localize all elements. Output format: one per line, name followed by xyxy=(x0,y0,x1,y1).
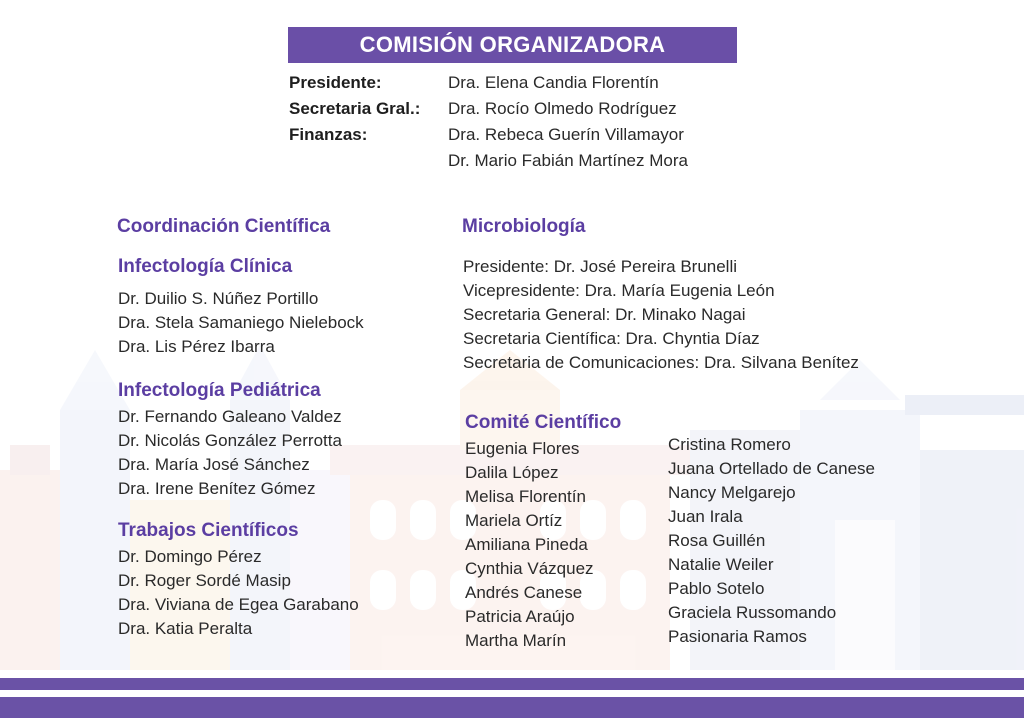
list-item: Dra. Viviana de Egea Garabano xyxy=(118,595,359,614)
list-item: Nancy Melgarejo xyxy=(668,483,796,502)
coordination-title: Coordinación Científica xyxy=(117,216,331,237)
footer-stripe-bottom xyxy=(0,697,1024,718)
group-list-infectologia-clinica xyxy=(118,287,364,359)
list-item: Andrés Canese xyxy=(465,583,583,602)
list-item: Vicepresidente: Dra. María Eugenia León xyxy=(463,281,775,300)
footer-stripe-top xyxy=(0,678,1024,690)
commission-name-text: Dra. Elena Candia Florentín xyxy=(448,73,659,92)
comite-column-1 xyxy=(465,437,594,653)
list-item: Dra. Lis Pérez Ibarra xyxy=(118,337,275,356)
list-item: Patricia Araújo xyxy=(465,607,575,626)
list-item: Melisa Florentín xyxy=(465,487,586,506)
list-item: Rosa Guillén xyxy=(668,531,766,550)
comite-cientifico-title: Comité Científico xyxy=(465,412,622,433)
group-title-infectologia-pediatrica: Infectología Pediátrica xyxy=(118,380,321,401)
list-item: Eugenia Flores xyxy=(465,439,580,458)
list-item: Presidente: Dr. José Pereira Brunelli xyxy=(463,257,738,276)
list-item: Dr. Fernando Galeano Valdez xyxy=(118,407,342,426)
commission-row xyxy=(289,72,382,94)
list-item: Dra. Stela Samaniego Nielebock xyxy=(118,313,364,332)
list-item: Pasionaria Ramos xyxy=(668,627,807,646)
list-item: Dra. Irene Benítez Gómez xyxy=(118,479,316,498)
list-item: Natalie Weiler xyxy=(668,555,774,574)
list-item: Dra. Katia Peralta xyxy=(118,619,253,638)
list-item: Dr. Duilio S. Núñez Portillo xyxy=(118,289,319,308)
commission-name-text: Dra. Rocío Olmedo Rodríguez xyxy=(448,99,677,118)
list-item: Cynthia Vázquez xyxy=(465,559,594,578)
list-item: Secretaria Científica: Dra. Chyntia Díaz xyxy=(463,329,760,348)
commission-name xyxy=(448,124,684,146)
list-item: Juana Ortellado de Canese xyxy=(668,459,875,478)
commission-role: Presidente: xyxy=(289,73,382,92)
list-item: Martha Marín xyxy=(465,631,567,650)
list-item: Dalila López xyxy=(465,463,559,482)
list-item: Dr. Domingo Pérez xyxy=(118,547,262,566)
group-list-trabajos-cientificos xyxy=(118,545,359,641)
list-item: Dr. Roger Sordé Masip xyxy=(118,571,291,590)
commission-name-text: Dr. Mario Fabián Martínez Mora xyxy=(448,151,688,170)
commission-row xyxy=(289,124,367,146)
comite-column-2 xyxy=(668,433,875,649)
list-item: Dra. María José Sánchez xyxy=(118,455,310,474)
commission-name xyxy=(448,150,688,172)
list-item: Pablo Sotelo xyxy=(668,579,765,598)
list-item: Cristina Romero xyxy=(668,435,791,454)
list-item: Mariela Ortíz xyxy=(465,511,563,530)
microbiologia-title: Microbiología xyxy=(462,216,586,237)
commission-name xyxy=(448,72,659,94)
commission-name xyxy=(448,98,677,120)
list-item: Graciela Russomando xyxy=(668,603,837,622)
list-item: Amiliana Pineda xyxy=(465,535,588,554)
list-item: Dr. Nicolás González Perrotta xyxy=(118,431,342,450)
commission-role: Finanzas: xyxy=(289,125,368,144)
group-title-trabajos-cientificos: Trabajos Científicos xyxy=(118,520,299,541)
banner-title: COMISIÓN ORGANIZADORA xyxy=(288,27,737,63)
microbiologia-list xyxy=(463,255,859,375)
commission-name-text: Dra. Rebeca Guerín Villamayor xyxy=(448,125,684,144)
list-item: Secretaria General: Dr. Minako Nagai xyxy=(463,305,746,324)
group-title-infectologia-clinica: Infectología Clínica xyxy=(118,256,293,277)
commission-role: Secretaria Gral.: xyxy=(289,99,421,118)
list-item: Juan Irala xyxy=(668,507,743,526)
list-item: Secretaria de Comunicaciones: Dra. Silvana Benítez xyxy=(463,353,859,372)
group-list-infectologia-pediatrica xyxy=(118,405,342,501)
commission-row xyxy=(289,98,420,120)
